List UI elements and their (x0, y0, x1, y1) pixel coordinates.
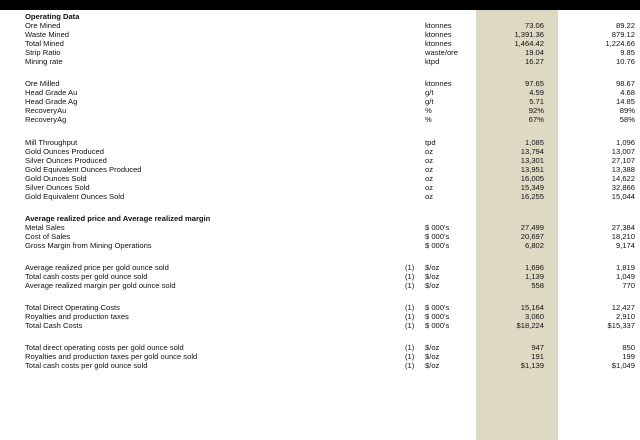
row-label: Head Grade Au (25, 88, 78, 97)
row-note: (1) (405, 281, 415, 290)
value-current: 558 (531, 281, 544, 290)
row-label: Metal Sales (25, 223, 65, 232)
row-label: Ore Milled (25, 79, 60, 88)
value-prior: 13,388 (611, 165, 635, 174)
value-current: 73.06 (524, 21, 544, 30)
row-label: Total cash costs per gold ounce sold (25, 272, 148, 281)
table-row (0, 57, 640, 66)
row-unit: oz (425, 147, 434, 156)
table-row (0, 165, 640, 174)
value-prior: 2,910 (615, 312, 635, 321)
table-row (0, 192, 640, 201)
table-row (0, 12, 640, 21)
table-row (0, 321, 640, 330)
row-note: (1) (405, 321, 415, 330)
row-note: (1) (405, 361, 415, 370)
value-current: 1,696 (524, 263, 544, 272)
value-current: $1,139 (520, 361, 544, 370)
row-unit: ktonnes (425, 30, 452, 39)
row-unit: $/oz (425, 272, 440, 281)
row-label: Operating Data (25, 12, 80, 21)
table-row (0, 241, 640, 250)
row-unit: ktonnes (425, 39, 452, 48)
table-row (0, 97, 640, 106)
row-unit: oz (425, 183, 434, 192)
row-unit: oz (425, 165, 434, 174)
row-unit: ktonnes (425, 21, 452, 30)
table-row (0, 174, 640, 183)
value-prior: 89% (619, 106, 635, 115)
value-current: 1,085 (524, 138, 544, 147)
row-unit: $/oz (425, 263, 440, 272)
row-unit: $/oz (425, 361, 440, 370)
row-unit: ktonnes (425, 79, 452, 88)
table-row (0, 79, 640, 88)
value-prior: 770 (622, 281, 635, 290)
value-prior: 10.76 (615, 57, 635, 66)
value-current: 97.65 (524, 79, 544, 88)
row-label: Silver Ounces Produced (25, 156, 107, 165)
value-current: 15,164 (520, 303, 544, 312)
value-current: 16,005 (520, 174, 544, 183)
value-prior: 32,866 (611, 183, 635, 192)
row-note: (1) (405, 272, 415, 281)
row-label: Average realized price per gold ounce sold (25, 263, 169, 272)
row-label: Gold Ounces Produced (25, 147, 104, 156)
row-label: Cost of Sales (25, 232, 71, 241)
row-label: Silver Ounces Sold (25, 183, 90, 192)
row-unit: oz (425, 156, 434, 165)
row-unit: % (425, 106, 432, 115)
table-row (0, 88, 640, 97)
value-current: 15,349 (520, 183, 544, 192)
value-prior: 27,384 (611, 223, 635, 232)
value-prior: 1,049 (615, 272, 635, 281)
row-label: Average realized price and Average realized margin (25, 214, 211, 223)
value-prior: $15,337 (607, 321, 635, 330)
row-label: Strip Ratio (25, 48, 61, 57)
table-row (0, 361, 640, 370)
value-current: 6,802 (524, 241, 544, 250)
value-prior: 879.12 (611, 30, 635, 39)
table-row (0, 48, 640, 57)
value-prior: 12,427 (611, 303, 635, 312)
table-row (0, 303, 640, 312)
row-label: Total Direct Operating Costs (25, 303, 120, 312)
value-prior: 9.85 (620, 48, 635, 57)
table-row (0, 183, 640, 192)
row-unit: oz (425, 192, 434, 201)
row-label: Total Mined (25, 39, 64, 48)
top-bar (0, 0, 640, 10)
value-current: $18,224 (516, 321, 544, 330)
table-row (0, 39, 640, 48)
row-unit: $ 000's (425, 303, 450, 312)
row-unit: $/oz (425, 352, 440, 361)
value-current: 4.59 (529, 88, 544, 97)
value-prior: 199 (622, 352, 635, 361)
row-label: Royalties and production taxes (25, 312, 129, 321)
row-label: Total Cash Costs (25, 321, 83, 330)
row-note: (1) (405, 303, 415, 312)
row-label: Total cash costs per gold ounce sold (25, 361, 148, 370)
row-unit: tpd (425, 138, 436, 147)
row-unit: $ 000's (425, 223, 450, 232)
table-row (0, 30, 640, 39)
table-row (0, 312, 640, 321)
row-label: Head Grade Ag (25, 97, 78, 106)
table-row (0, 138, 640, 147)
row-label: RecoveryAg (25, 115, 67, 124)
value-current: 16.27 (524, 57, 544, 66)
value-current: 19.04 (524, 48, 544, 57)
row-label: Gold Equivalent Ounces Produced (25, 165, 142, 174)
value-current: 1,464.42 (514, 39, 544, 48)
row-unit: $ 000's (425, 312, 450, 321)
table-row (0, 232, 640, 241)
value-prior: 14.85 (615, 97, 635, 106)
row-label: RecoveryAu (25, 106, 67, 115)
value-current: 947 (531, 343, 544, 352)
value-current: 13,794 (520, 147, 544, 156)
row-label: Waste Mined (25, 30, 70, 39)
row-label: Gross Margin from Mining Operations (25, 241, 152, 250)
row-unit: $/oz (425, 281, 440, 290)
table-row (0, 156, 640, 165)
row-label: Average realized margin per gold ounce sold (25, 281, 176, 290)
row-label: Ore Mined (25, 21, 61, 30)
value-current: 3,060 (524, 312, 544, 321)
table-row (0, 106, 640, 115)
row-label: Total direct operating costs per gold ounce sold (25, 343, 184, 352)
value-prior: 15,044 (611, 192, 635, 201)
row-unit: % (425, 115, 432, 124)
value-prior: 89.22 (615, 21, 635, 30)
row-note: (1) (405, 312, 415, 321)
value-current: 27,499 (520, 223, 544, 232)
row-label: Gold Ounces Sold (25, 174, 87, 183)
row-unit: $ 000's (425, 241, 450, 250)
table-row (0, 21, 640, 30)
row-unit: $ 000's (425, 321, 450, 330)
value-prior: 1,224.66 (605, 39, 635, 48)
row-label: Mining rate (25, 57, 63, 66)
value-prior: 13,007 (611, 147, 635, 156)
table-row (0, 115, 640, 124)
row-note: (1) (405, 352, 415, 361)
table-row (0, 272, 640, 281)
value-prior: 4.68 (620, 88, 635, 97)
value-prior: 14,622 (611, 174, 635, 183)
value-prior: 850 (622, 343, 635, 352)
table-row (0, 147, 640, 156)
value-prior: 98.67 (615, 79, 635, 88)
value-current: 67% (528, 115, 544, 124)
row-unit: $/oz (425, 343, 440, 352)
row-unit: g/t (425, 97, 434, 106)
table-row (0, 343, 640, 352)
value-prior: 58% (619, 115, 635, 124)
value-prior: 18,210 (611, 232, 635, 241)
value-prior: $1,049 (611, 361, 635, 370)
row-note: (1) (405, 343, 415, 352)
value-current: 13,951 (520, 165, 544, 174)
row-label: Mill Throughput (25, 138, 78, 147)
table-row (0, 223, 640, 232)
table-row (0, 352, 640, 361)
value-current: 13,301 (520, 156, 544, 165)
value-prior: 1,819 (615, 263, 635, 272)
table-row (0, 263, 640, 272)
value-current: 20,697 (520, 232, 544, 241)
row-unit: g/t (425, 88, 434, 97)
value-current: 5.71 (529, 97, 544, 106)
row-unit: oz (425, 174, 434, 183)
value-prior: 1,096 (615, 138, 635, 147)
row-label: Royalties and production taxes per gold ounce sold (25, 352, 198, 361)
value-current: 191 (531, 352, 544, 361)
value-current: 92% (528, 106, 544, 115)
value-prior: 27,107 (611, 156, 635, 165)
row-unit: $ 000's (425, 232, 450, 241)
value-current: 1,391.36 (514, 30, 544, 39)
value-current: 1,139 (524, 272, 544, 281)
row-unit: waste/ore (425, 48, 458, 57)
table-row (0, 281, 640, 290)
row-label: Gold Equivalent Ounces Sold (25, 192, 125, 201)
row-note: (1) (405, 263, 415, 272)
table-row (0, 214, 640, 223)
value-current: 16,255 (520, 192, 544, 201)
value-prior: 9,174 (615, 241, 635, 250)
row-unit: ktpd (425, 57, 440, 66)
